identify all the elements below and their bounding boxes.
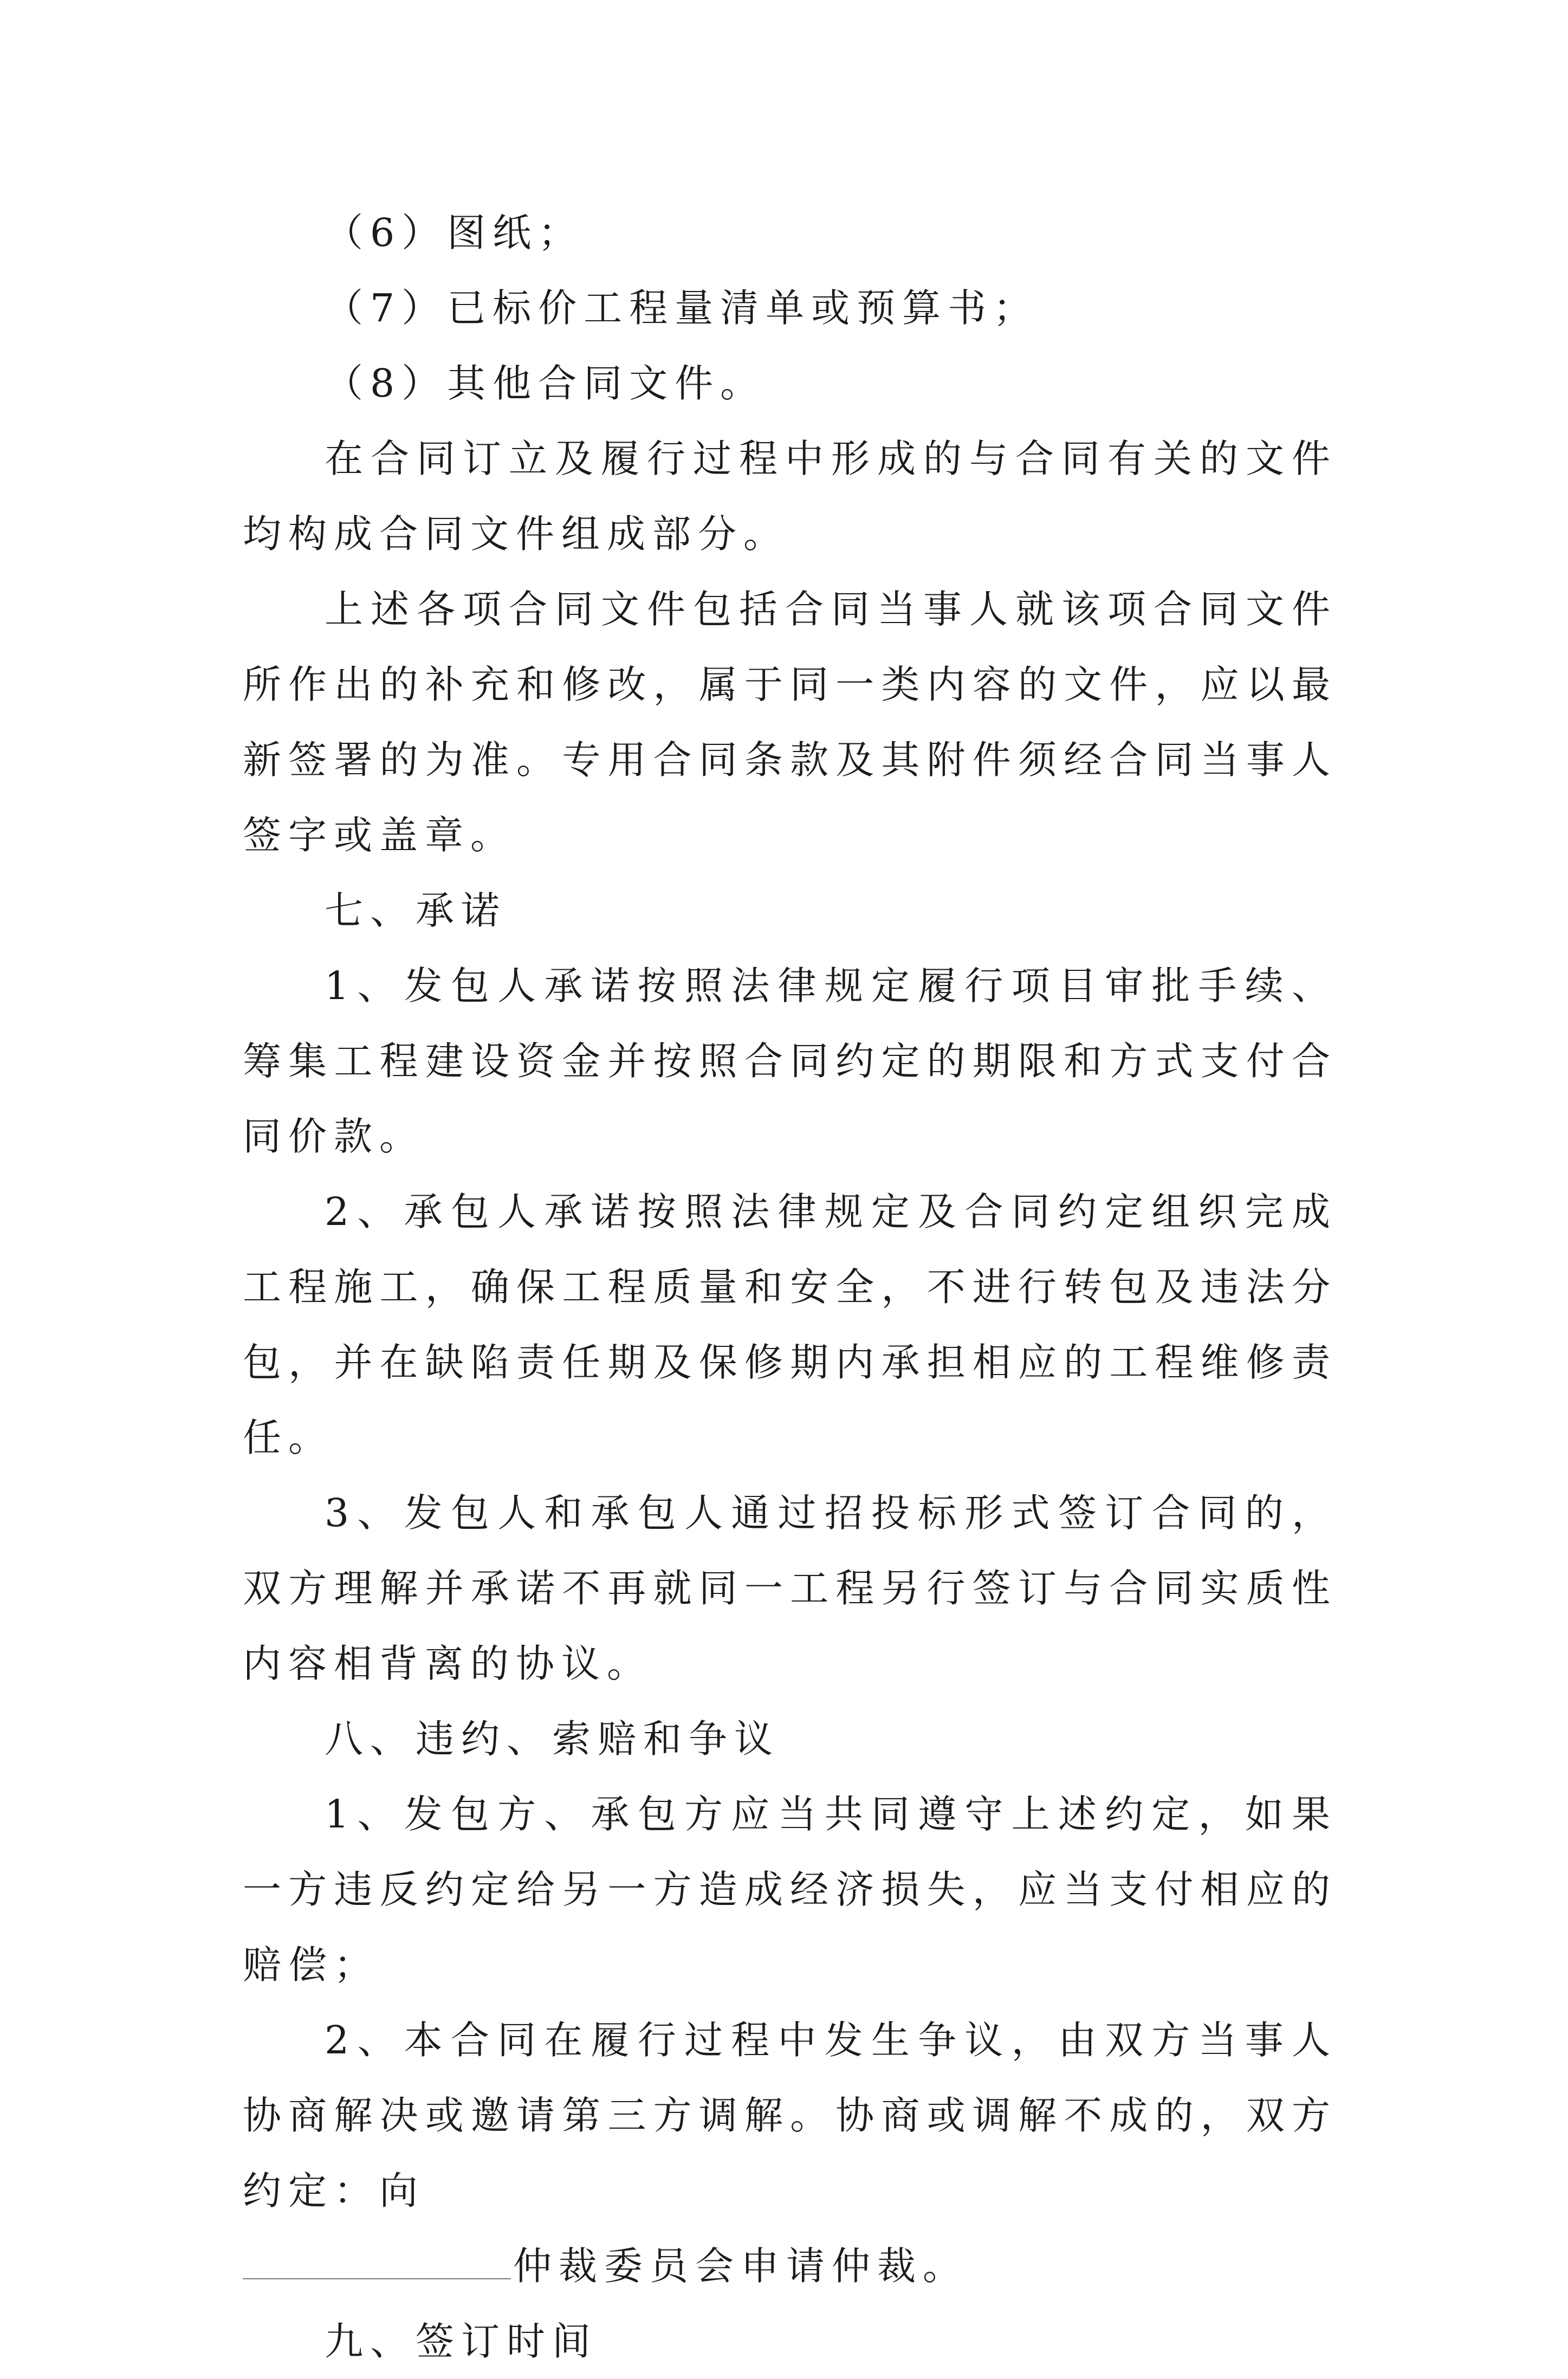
paragraph-contractor-commitment: 2、承包人承诺按照法律规定及合同约定组织完成工程施工，确保工程质量和安全，不进行转包及违法分包，并在缺陷责任期及保修期内承担相应的工程维修责任。: [243, 1189, 1337, 1460]
paragraph-arbitration-line: [243, 2228, 1337, 2304]
section-heading-breach-claims-disputes: 八、违约、索赔和争议: [325, 1716, 780, 1761]
paragraph-employer-commitment: 1、发包人承诺按照法律规定履行项目审批手续、筹集工程建设资金并按照合同约定的期限和方式支付合同价款。: [243, 963, 1337, 1159]
section-heading-signing-time: 九、签订时间: [325, 2319, 598, 2364]
paragraph-supplements: 上述各项合同文件包括合同当事人就该项合同文件所作出的补充和修改，属于同一类内容的文件，应以最新签署的为准。专用合同条款及其附件须经合同当事人签字或盖章。: [243, 587, 1337, 858]
arbitration-commission-blank-field[interactable]: [243, 2235, 511, 2279]
paragraph-item-6: （6）图纸；: [325, 210, 584, 255]
document-body: [243, 195, 1337, 2379]
paragraph-dispute-resolution: 2、本合同在履行过程中发生争议，由双方当事人协商解决或邀请第三方调解。协商或调解不成的，双方约定：向: [243, 2018, 1337, 2213]
section-heading-commitments: 七、承诺: [325, 888, 507, 933]
paragraph-contract-composition: 在合同订立及履行过程中形成的与合同有关的文件均构成合同文件组成部分。: [243, 436, 1337, 556]
paragraph-compensation: 1、发包方、承包方应当共同遵守上述约定，如果一方违反约定给另一方造成经济损失，应当支付相应的赔偿；: [243, 1792, 1337, 1987]
paragraph-item-8: （8）其他合同文件。: [325, 361, 766, 406]
paragraph-item-7: （7）已标价工程量清单或预算书；: [325, 286, 1039, 330]
arbitration-suffix-text: 仲裁委员会申请仲裁。: [513, 2244, 969, 2289]
paragraph-bidding-commitment: 3、发包人和承包人通过招投标形式签订合同的，双方理解并承诺不再就同一工程另行签订与合同实质性内容相背离的协议。: [243, 1490, 1337, 1686]
